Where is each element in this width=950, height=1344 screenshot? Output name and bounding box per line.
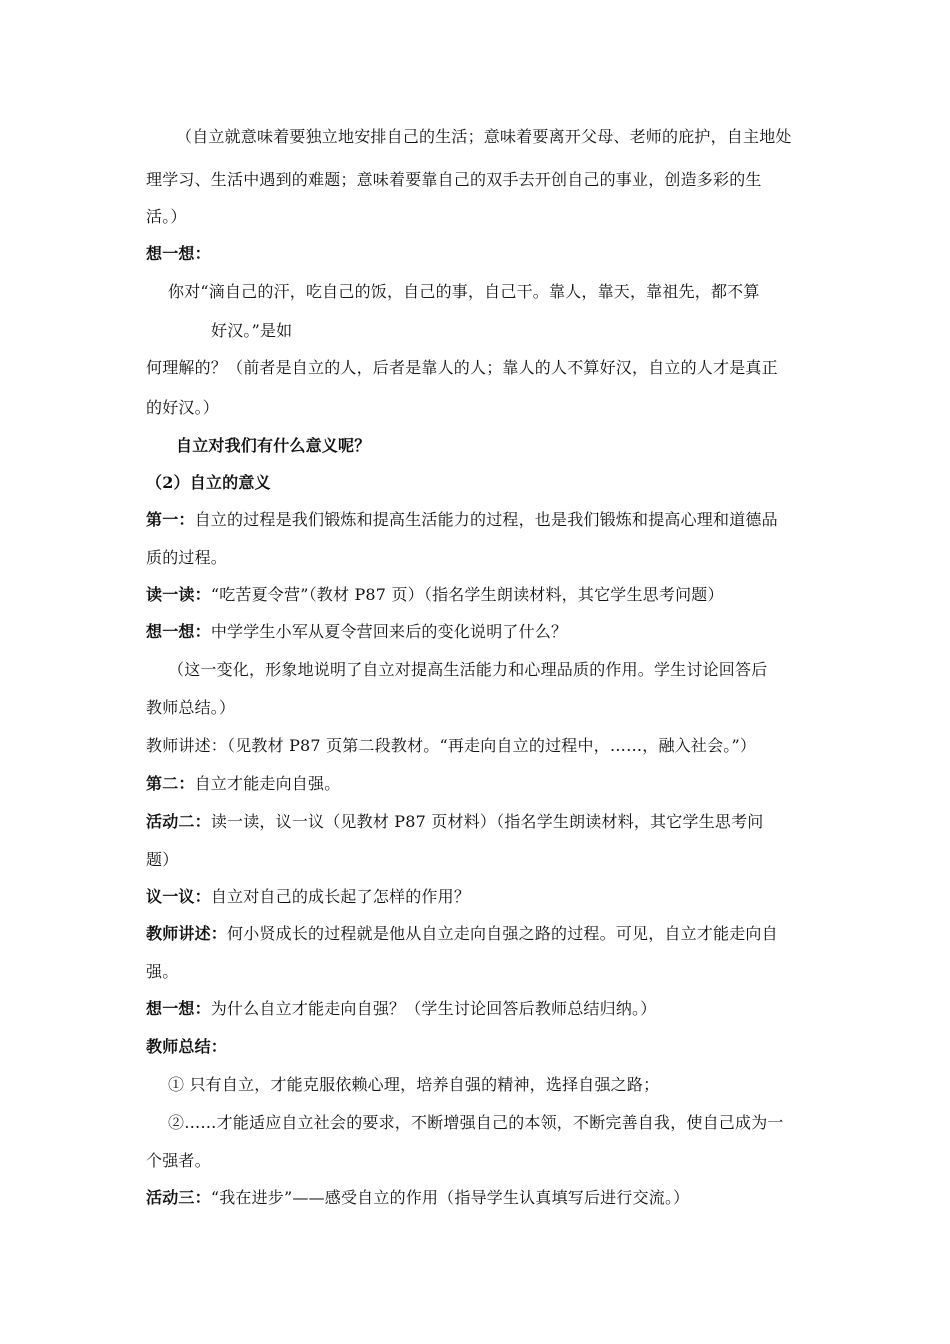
paragraph-line: 的好汉。）	[146, 398, 220, 417]
paragraph-line	[146, 773, 808, 795]
paragraph-line	[146, 811, 808, 833]
paragraph-line	[146, 621, 808, 643]
line-text: 自立才能走向自强。	[194, 774, 341, 793]
line-text: 为什么自立才能走向自强？（学生讨论回答后教师总结归纳。）	[210, 999, 657, 1018]
line-text: 自立的过程是我们锻炼和提高生活能力的过程，也是我们锻炼和提高心理和道德品	[194, 510, 778, 529]
line-text: 自立对自己的成长起了怎样的作用？	[210, 887, 471, 906]
line-text: 读一读，议一议（见教材 P87 页材料）（指名学生朗读材料，其它学生思考问	[210, 812, 764, 831]
paragraph-line: 你对“滴自己的汗，吃自己的饭，自己的事，自己干。靠人，靠天，靠祖先，都不算	[168, 282, 760, 301]
paragraph-line: 何理解的？（前者是自立的人，后者是靠人的人；靠人的人不算好汉，自立的人才是真正	[146, 358, 778, 377]
paragraph-line	[146, 886, 808, 908]
line-label: 读一读：	[146, 585, 211, 604]
section-heading: 自立对我们有什么意义呢？	[176, 436, 371, 455]
section-heading: 想一想：	[146, 244, 211, 263]
paragraph-line: 强。	[146, 962, 179, 981]
line-label: 想一想：	[146, 622, 211, 641]
section-heading: 教师总结：	[146, 1037, 228, 1056]
paragraph-line: 教师总结。）	[146, 698, 236, 717]
line-text: 何小贤成长的过程就是他从自立走向自强之路的过程。可见，自立才能走向自	[227, 924, 778, 943]
paragraph-line: 活。）	[146, 207, 187, 226]
paragraph-line: ②……才能适应自立社会的要求，不断增强自己的本领，不断完善自我，使自己成为一	[168, 1113, 784, 1132]
paragraph-line: 质的过程。	[146, 548, 228, 567]
paragraph-line: 教师讲述：（见教材 P87 页第二段教材。“再走向自立的过程中，……，融入社会。”）	[146, 736, 757, 755]
paragraph-line: 题）	[146, 850, 179, 869]
paragraph-line	[146, 923, 808, 945]
line-label: 教师讲述：	[146, 924, 228, 943]
line-label: 第一：	[146, 510, 195, 529]
paragraph-line: （自立就意味着要独立地安排自己的生活；意味着要离开父母、老师的庇护，自主地处	[176, 127, 792, 146]
paragraph-line: 好汉。”是如	[211, 321, 293, 340]
line-label: 第二：	[146, 774, 195, 793]
paragraph-line: （这一变化，形象地说明了自立对提高生活能力和心理品质的作用。学生讨论回答后	[168, 660, 768, 679]
paragraph-line	[146, 509, 808, 531]
line-label: 活动三：	[146, 1188, 211, 1207]
line-text: “我在进步”——感受自立的作用（指导学生认真填写后进行交流。）	[210, 1188, 690, 1207]
paragraph-line: ① 只有自立，才能克服依赖心理，培养自强的精神，选择自强之路；	[168, 1075, 660, 1094]
paragraph-line	[146, 998, 808, 1020]
line-label: 活动二：	[146, 812, 211, 831]
line-label: 想一想：	[146, 999, 211, 1018]
section-heading: （2）自立的意义	[146, 473, 271, 492]
line-text: “吃苦夏令营”（教材 P87 页）（指名学生朗读材料，其它学生思考问题）	[210, 585, 724, 604]
paragraph-line	[146, 1187, 808, 1209]
line-label: 议一议：	[146, 887, 211, 906]
paragraph-line	[146, 584, 808, 606]
line-text: 中学学生小军从夏令营回来后的变化说明了什么？	[210, 622, 568, 641]
paragraph-line: 理学习、生活中遇到的难题；意味着要靠自己的双手去开创自己的事业，创造多彩的生	[146, 170, 762, 189]
paragraph-line: 个强者。	[146, 1151, 211, 1170]
